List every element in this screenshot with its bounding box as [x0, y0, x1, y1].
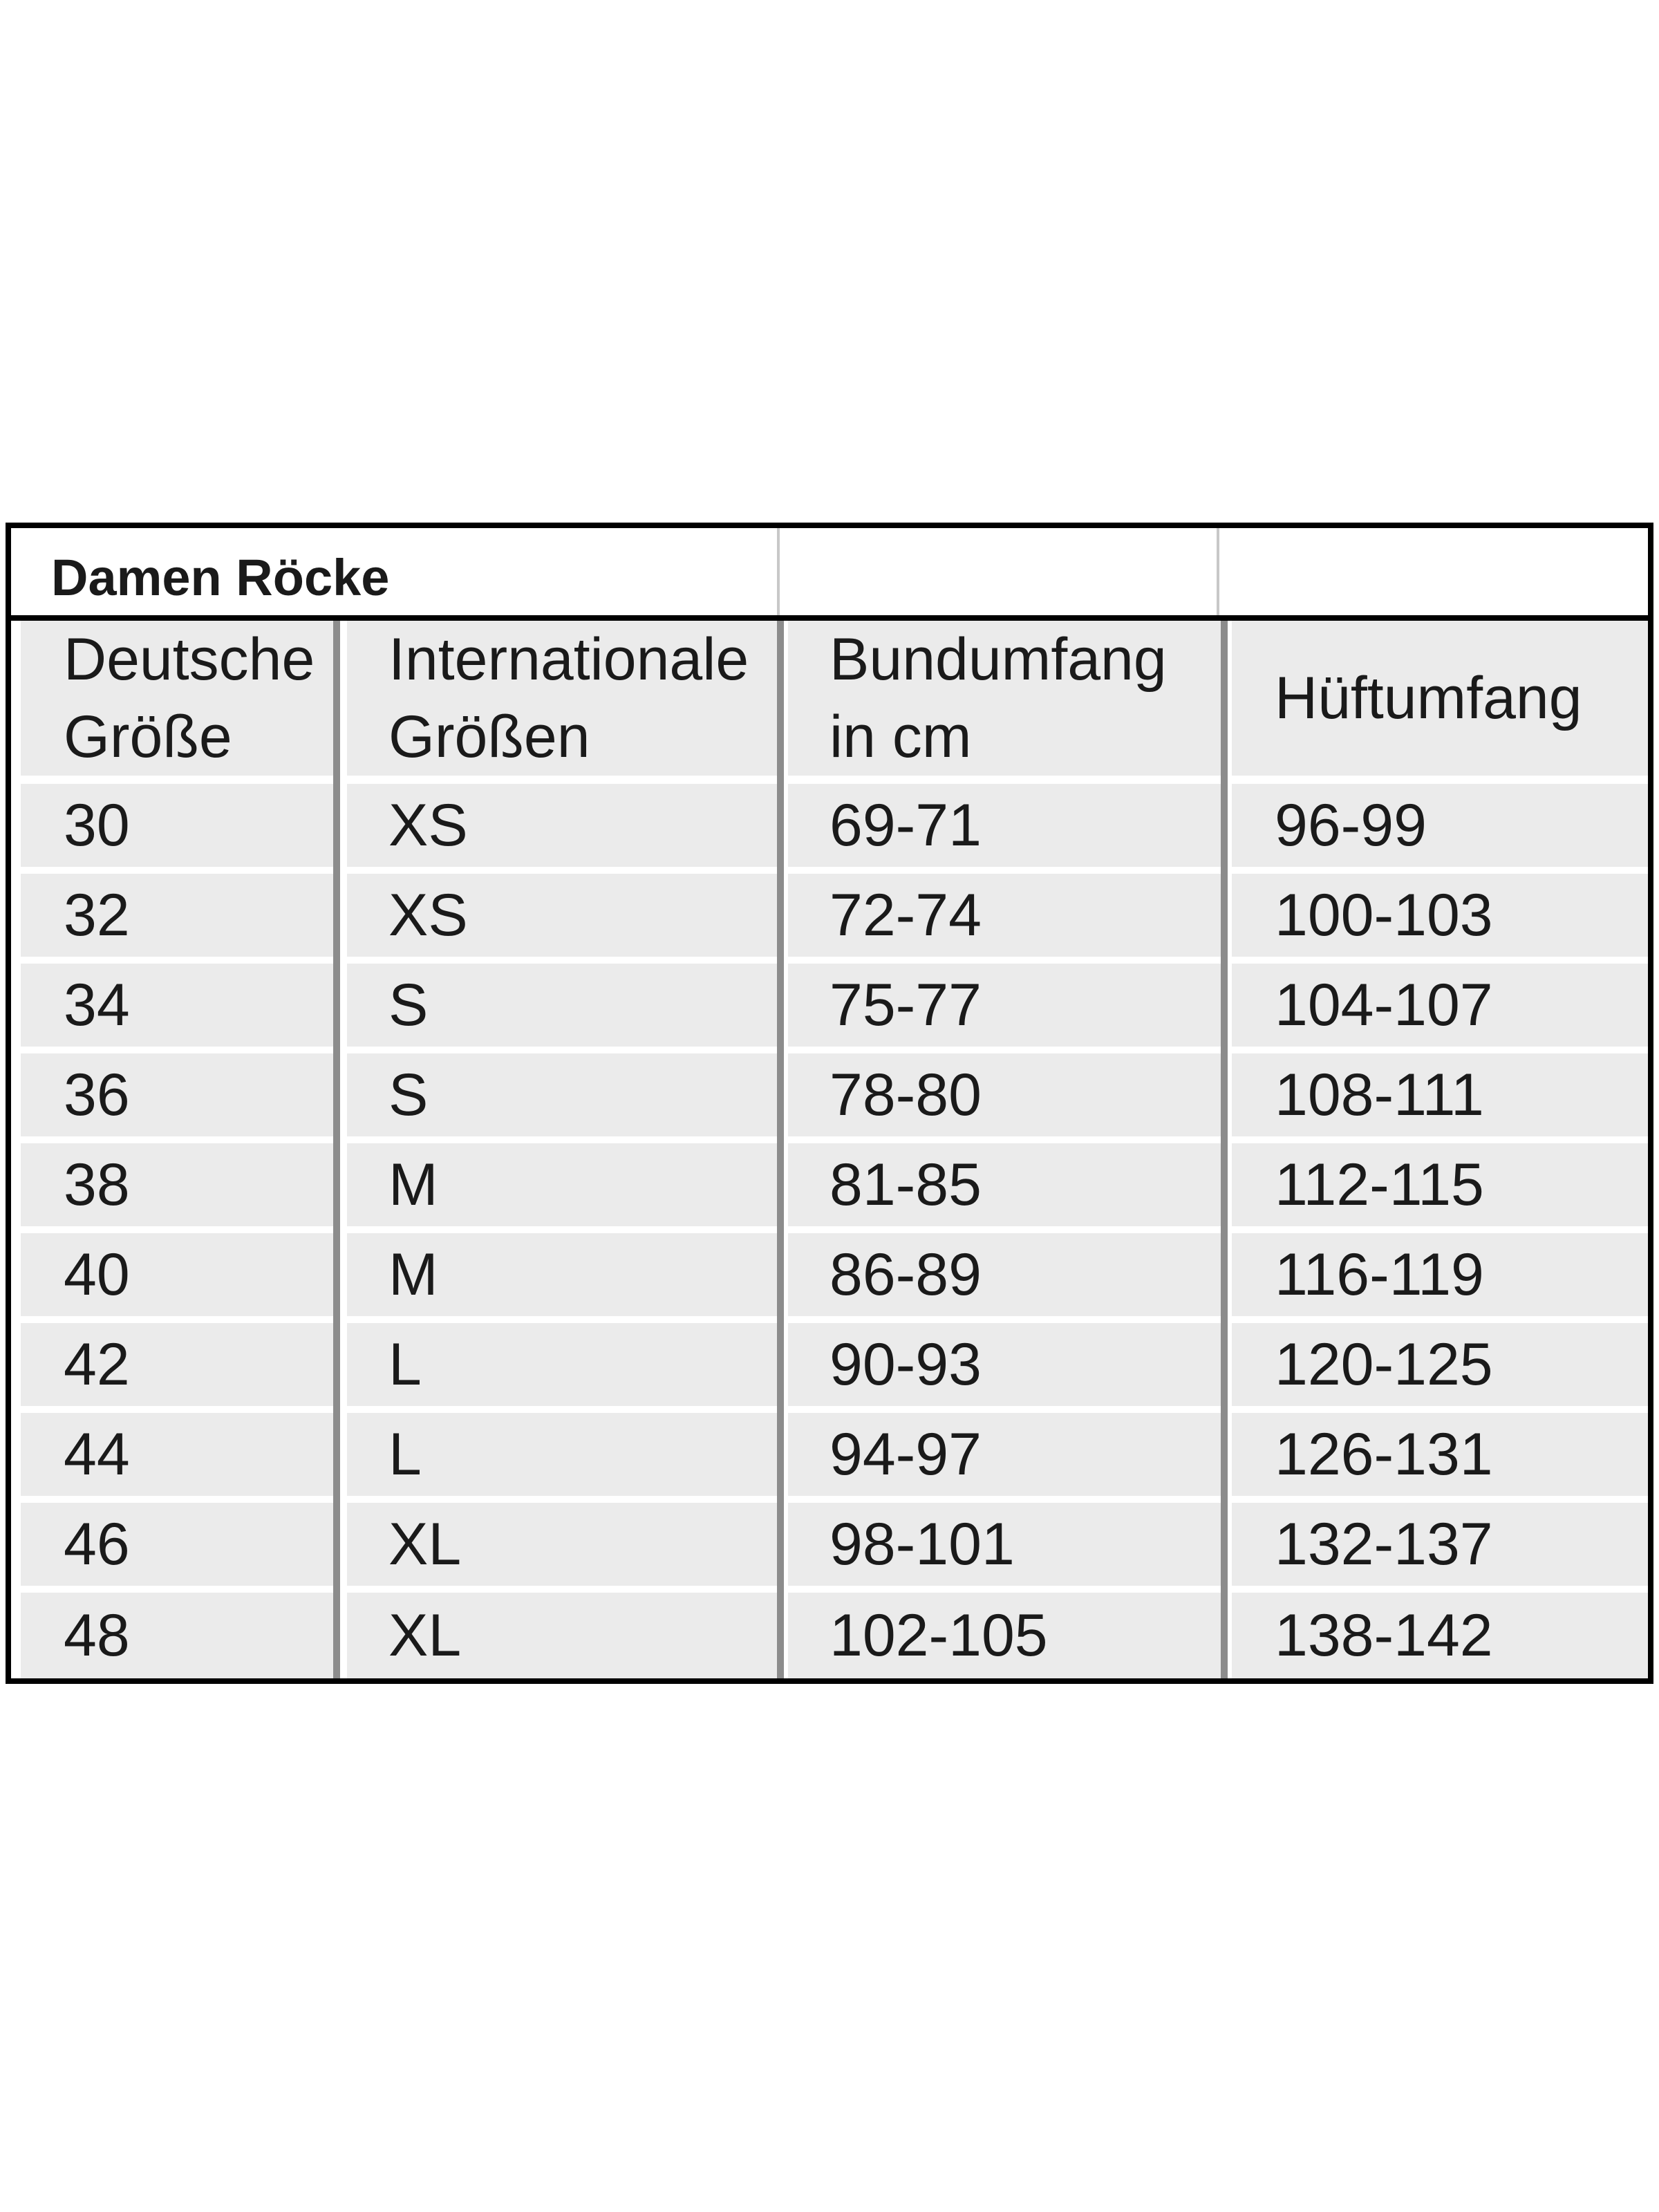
table-row: [11, 964, 1648, 1047]
cell-international-size: L: [347, 1323, 777, 1406]
cell-international-size: L: [347, 1413, 777, 1496]
header-cell-hip: [1232, 621, 1648, 776]
cell-german-size: 34: [21, 964, 333, 1047]
cell-hip: 112-115: [1232, 1143, 1648, 1226]
cell-german-size: 30: [21, 784, 333, 867]
cell-hip: 104-107: [1232, 964, 1648, 1047]
cell-hip: 100-103: [1232, 874, 1648, 957]
cell-international-size: M: [347, 1233, 777, 1316]
header-line: Größen: [388, 704, 590, 770]
column-separator: [1221, 621, 1228, 1678]
header-line: Deutsche: [64, 626, 315, 693]
cell-german-size: 40: [21, 1233, 333, 1316]
cell-german-size: 42: [21, 1323, 333, 1406]
header-cell-international-size: [347, 621, 777, 776]
cell-german-size: 46: [21, 1503, 333, 1586]
cell-waist: 90-93: [788, 1323, 1221, 1406]
header-cell-waist: [788, 621, 1221, 776]
table-row: [11, 1233, 1648, 1316]
header-row: [11, 621, 1648, 776]
cell-international-size: XL: [347, 1593, 777, 1678]
header-line: Größe: [64, 704, 232, 770]
cell-international-size: S: [347, 964, 777, 1047]
table-row: [11, 1323, 1648, 1406]
column-separator: [333, 621, 340, 1678]
cell-waist: 102-105: [788, 1593, 1221, 1678]
table-row: [11, 1053, 1648, 1136]
header-line: Internationale: [388, 626, 749, 693]
cell-international-size: M: [347, 1143, 777, 1226]
cell-waist: 78-80: [788, 1053, 1221, 1136]
title-column-divider: [1217, 528, 1219, 615]
table-body: [11, 621, 1648, 1678]
cell-waist: 86-89: [788, 1233, 1221, 1316]
cell-waist: 69-71: [788, 784, 1221, 867]
cell-international-size: S: [347, 1053, 777, 1136]
cell-international-size: XS: [347, 874, 777, 957]
table-row: [11, 1143, 1648, 1226]
cell-hip: 108-111: [1232, 1053, 1648, 1136]
cell-international-size: XL: [347, 1503, 777, 1586]
table-row: [11, 784, 1648, 867]
title-column-divider: [777, 528, 780, 615]
cell-waist: 94-97: [788, 1413, 1221, 1496]
header-line: Hüftumfang: [1275, 665, 1582, 731]
cell-hip: 116-119: [1232, 1233, 1648, 1316]
cell-german-size: 38: [21, 1143, 333, 1226]
cell-german-size: 48: [21, 1593, 333, 1678]
cell-hip: 126-131: [1232, 1413, 1648, 1496]
cell-hip: 132-137: [1232, 1503, 1648, 1586]
cell-german-size: 44: [21, 1413, 333, 1496]
table-row: [11, 1413, 1648, 1496]
table-row: [11, 1593, 1648, 1678]
header-line: in cm: [830, 704, 972, 770]
cell-hip: 138-142: [1232, 1593, 1648, 1678]
header-line: Bundumfang: [830, 626, 1167, 693]
cell-hip: 96-99: [1232, 784, 1648, 867]
size-chart-table: [6, 523, 1653, 1684]
cell-international-size: XS: [347, 784, 777, 867]
cell-german-size: 32: [21, 874, 333, 957]
title-divider: [11, 615, 1648, 621]
header-cell-german-size: [21, 621, 333, 776]
title-row: [11, 528, 1648, 615]
column-separator: [777, 621, 784, 1678]
table-row: [11, 1503, 1648, 1586]
cell-hip: 120-125: [1232, 1323, 1648, 1406]
cell-waist: 81-85: [788, 1143, 1221, 1226]
cell-waist: 75-77: [788, 964, 1221, 1047]
table-row: [11, 874, 1648, 957]
cell-german-size: 36: [21, 1053, 333, 1136]
table-title: Damen Röcke: [51, 549, 390, 606]
cell-waist: 72-74: [788, 874, 1221, 957]
cell-waist: 98-101: [788, 1503, 1221, 1586]
